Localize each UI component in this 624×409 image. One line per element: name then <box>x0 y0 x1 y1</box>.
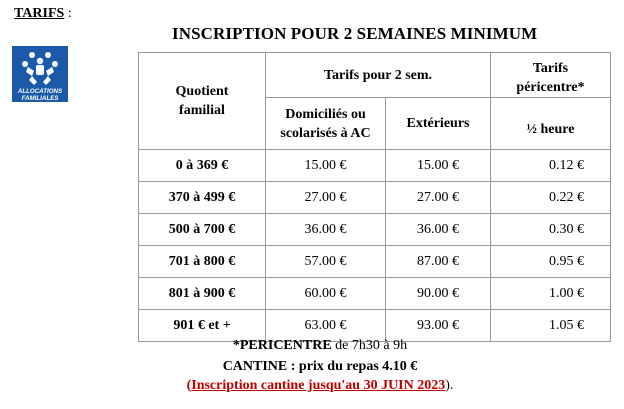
header-demi-heure: ½ heure <box>491 98 611 150</box>
header-quotient: Quotient familial <box>139 53 266 150</box>
tarif-ext-cell: 90.00 € <box>386 278 491 310</box>
header-pericentre: Tarifs péricentre* <box>491 53 611 98</box>
tarifs-label: TARIFS <box>14 6 65 21</box>
tarifs-table <box>138 52 611 342</box>
table-row <box>139 246 611 278</box>
tarif-ac-cell: 15.00 € <box>266 150 386 182</box>
logo-line1: ALLOCATIONS <box>17 88 63 95</box>
pericentre-hours: de 7h30 à 9h <box>331 338 408 353</box>
tarif-peri-cell: 0.22 € <box>491 182 611 214</box>
pericentre-label: *PERICENTRE <box>232 338 332 353</box>
cantine-deadline <box>90 378 550 394</box>
tarif-peri-cell: 0.30 € <box>491 214 611 246</box>
tarif-ac-cell: 63.00 € <box>266 310 386 342</box>
pericentre-note <box>90 338 550 354</box>
tarif-peri-cell: 1.00 € <box>491 278 611 310</box>
table-row <box>139 214 611 246</box>
caf-logo-icon <box>12 46 68 102</box>
open-paren: ( <box>186 378 192 393</box>
quotient-cell: 500 à 700 € <box>139 214 266 246</box>
tarif-ext-cell: 27.00 € <box>386 182 491 214</box>
tarif-ext-cell: 93.00 € <box>386 310 491 342</box>
header-exterieurs: Extérieurs <box>386 98 491 150</box>
quotient-cell: 370 à 499 € <box>139 182 266 214</box>
header-tarifs-2-sem: Tarifs pour 2 sem. <box>266 53 491 98</box>
page-title: INSCRIPTION POUR 2 SEMAINES MINIMUM <box>172 24 538 43</box>
tarif-peri-cell: 0.12 € <box>491 150 611 182</box>
inscription-link: Inscription cantine jusqu'au 30 JUIN 2023 <box>191 378 446 393</box>
table-row <box>139 182 611 214</box>
close-paren: ). <box>445 378 454 393</box>
table-row <box>139 150 611 182</box>
tarif-ext-cell: 15.00 € <box>386 150 491 182</box>
quotient-cell: 701 à 800 € <box>139 246 266 278</box>
tarif-ac-cell: 57.00 € <box>266 246 386 278</box>
tarifs-heading <box>14 6 72 22</box>
logo-line2: FAMILIALES <box>21 95 59 102</box>
tarif-peri-cell: 1.05 € <box>491 310 611 342</box>
quotient-cell: 801 à 900 € <box>139 278 266 310</box>
quotient-cell: 901 € et + <box>139 310 266 342</box>
tarif-ac-cell: 36.00 € <box>266 214 386 246</box>
tarifs-colon: : <box>64 6 72 21</box>
header-domicilies: Domiciliés ou scolarisés à AC <box>266 98 386 150</box>
tarif-ac-cell: 60.00 € <box>266 278 386 310</box>
tarif-ext-cell: 87.00 € <box>386 246 491 278</box>
quotient-cell: 0 à 369 € <box>139 150 266 182</box>
tarif-ext-cell: 36.00 € <box>386 214 491 246</box>
cantine-price: CANTINE : prix du repas 4.10 € <box>222 359 418 374</box>
table-row <box>139 310 611 342</box>
tarif-ac-cell: 27.00 € <box>266 182 386 214</box>
tarif-peri-cell: 0.95 € <box>491 246 611 278</box>
table-row <box>139 278 611 310</box>
